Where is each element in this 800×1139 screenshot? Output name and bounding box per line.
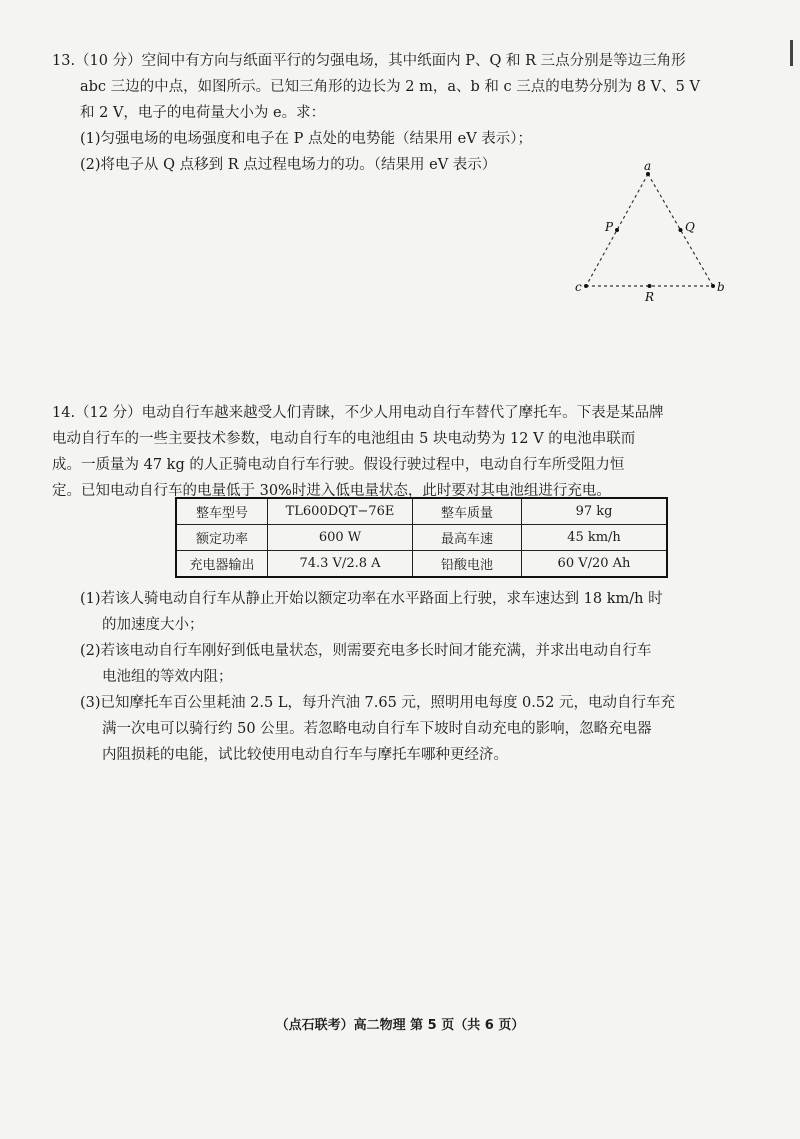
q14-line: 成。一质量为 47 kg 的人正骑电动自行车行驶。假设行驶过程中，电动自行车所受阻力恒 bbox=[52, 457, 625, 473]
label-a: a bbox=[644, 160, 652, 173]
triangle-figure bbox=[570, 160, 740, 305]
q14-sub3: (3)已知摩托车百公里耗油 2.5 L，每升汽油 7.65 元，照明用电每度 0.52 元，电动自行车充 bbox=[80, 695, 675, 711]
table-cell: 整车型号 bbox=[176, 498, 268, 525]
table-cell: 额定功率 bbox=[176, 525, 268, 551]
table-cell: 铅酸电池 bbox=[413, 551, 522, 578]
q13-sub2: (2)将电子从 Q 点移到 R 点过程电场力的功。（结果用 eV 表示） bbox=[80, 157, 497, 173]
table-cell: 最高车速 bbox=[413, 525, 522, 551]
point-b bbox=[711, 284, 715, 288]
q14-sub2: (2)若该电动自行车刚好到低电量状态，则需要充电多长时间才能充满，并求出电动自行车 bbox=[80, 643, 652, 659]
table-cell: 充电器输出 bbox=[176, 551, 268, 578]
question-13 bbox=[52, 48, 752, 178]
table-row bbox=[176, 551, 667, 578]
q14-sub2-cont: 电池组的等效内阻； bbox=[102, 669, 233, 685]
q14-sub1-cont: 的加速度大小； bbox=[102, 617, 204, 633]
table-cell: 74.3 V/2.8 A bbox=[268, 551, 413, 578]
q14-sub3-cont: 内阻损耗的电能，试比较使用电动自行车与摩托车哪种更经济。 bbox=[102, 747, 508, 763]
label-r: R bbox=[645, 290, 655, 304]
table-cell: 97 kg bbox=[522, 498, 668, 525]
question-14 bbox=[52, 400, 752, 504]
q14-sub1: (1)若该人骑电动自行车从静止开始以额定功率在水平路面上行驶，求车速达到 18 km/h 时 bbox=[80, 591, 663, 607]
table-cell: 600 W bbox=[268, 525, 413, 551]
point-r bbox=[648, 284, 652, 288]
spec-table bbox=[175, 497, 668, 578]
table-row bbox=[176, 498, 667, 525]
q14-sub3-cont: 满一次电可以骑行约 50 公里。若忽略电动自行车下坡时自动充电的影响，忽略充电器 bbox=[102, 721, 652, 737]
q13-sub1: (1)匀强电场的电场强度和电子在 P 点处的电势能（结果用 eV 表示）； bbox=[80, 131, 533, 147]
edge-mark bbox=[790, 40, 793, 66]
q13-line: abc 三边的中点，如图所示。已知三角形的边长为 2 m，a、b 和 c 三点的电势分别为 8 V、5 V bbox=[80, 79, 700, 95]
q14-subquestions bbox=[80, 586, 740, 768]
label-b: b bbox=[717, 280, 725, 294]
label-c: c bbox=[575, 280, 582, 294]
table-cell: 45 km/h bbox=[522, 525, 668, 551]
label-p: P bbox=[605, 220, 614, 234]
table-cell: 60 V/20 Ah bbox=[522, 551, 668, 578]
table-cell: 整车质量 bbox=[413, 498, 522, 525]
table-cell: TL600DQT−76E bbox=[268, 498, 413, 525]
table-row bbox=[176, 525, 667, 551]
q14-line: 定。已知电动自行车的电量低于 30%时进入低电量状态，此时要对其电池组进行充电。 bbox=[52, 483, 611, 499]
q13-line: 和 2 V，电子的电荷量大小为 e。求： bbox=[80, 105, 326, 121]
point-q bbox=[679, 228, 683, 232]
label-q: Q bbox=[685, 220, 695, 234]
point-c bbox=[584, 284, 588, 288]
q14-line: 电动自行车的一些主要技术参数，电动自行车的电池组由 5 块电动势为 12 V 的电池串联而 bbox=[52, 431, 636, 447]
q14-line: 14.（12 分）电动自行车越来越受人们青睐，不少人用电动自行车替代了摩托车。下表是某品牌 bbox=[52, 405, 664, 421]
point-p bbox=[615, 228, 619, 232]
q13-line: 13.（10 分）空间中有方向与纸面平行的匀强电场，其中纸面内 P、Q 和 R 三点分别是等边三角形 bbox=[52, 53, 686, 69]
page-footer: （点石联考）高二物理 第 5 页（共 6 页） bbox=[275, 1018, 525, 1033]
